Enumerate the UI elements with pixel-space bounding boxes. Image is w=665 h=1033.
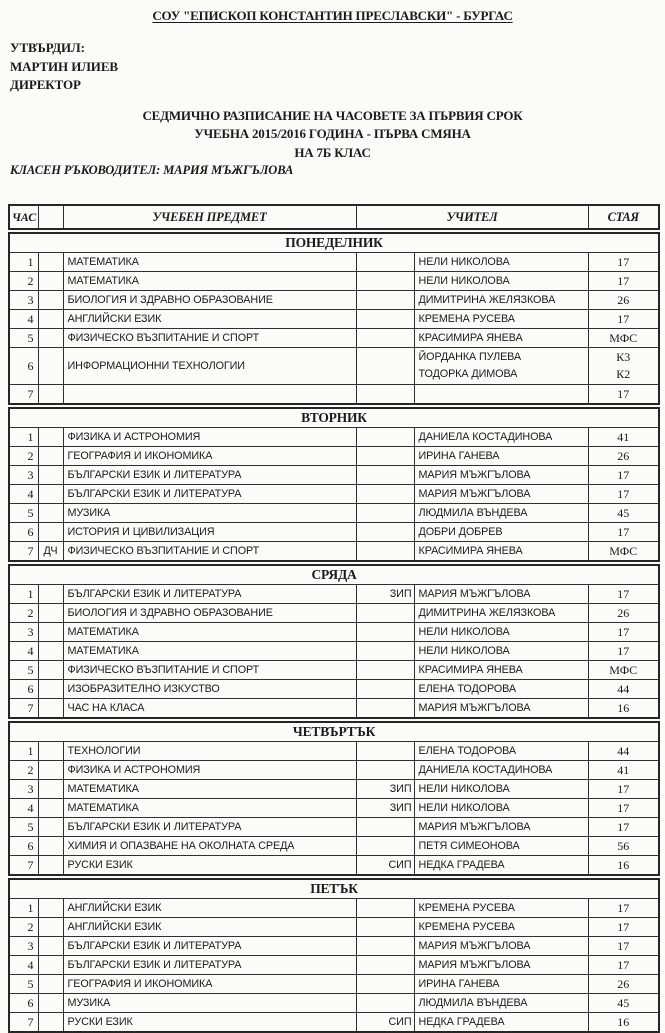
extra-flag-cell [38,291,63,310]
tag-cell [356,385,414,405]
room-cell: 17 [588,466,659,485]
day-name-tuesday: ВТОРНИК [9,408,659,428]
schedule-row [9,799,659,818]
extra-flag-cell [38,385,63,405]
tag-cell [356,680,414,699]
subject-cell: АНГЛИЙСКИ ЕЗИК [63,918,356,937]
extra-flag-cell [38,699,63,719]
hour-cell: 7 [9,699,38,719]
day-header-row [9,722,659,742]
hour-cell: 6 [9,680,38,699]
subject-cell: БЪЛГАРСКИ ЕЗИК И ЛИТЕРАТУРА [63,466,356,485]
room-cell: 26 [588,291,659,310]
teacher-cell: МАРИЯ МЪЖГЪЛОВА [414,699,588,719]
teacher-cell: ЕЛЕНА ТОДОРОВА [414,742,588,761]
col-header-subject: УЧЕБЕН ПРЕДМЕТ [63,205,356,229]
tag-cell [356,742,414,761]
title-line-2: УЧЕБНА 2015/2016 ГОДИНА - ПЪРВА СМЯНА [194,126,471,141]
hour-cell: 3 [9,937,38,956]
subject-cell: ФИЗИЧЕСКО ВЪЗПИТАНИЕ И СПОРТ [63,661,356,680]
teacher-cell: НЕЛИ НИКОЛОВА [414,799,588,818]
subject-cell: БЪЛГАРСКИ ЕЗИК И ЛИТЕРАТУРА [63,956,356,975]
room-cell: 17 [588,899,659,918]
approval-block [10,39,665,95]
day-name-thursday: ЧЕТВЪРТЪК [9,722,659,742]
room-cell: 56 [588,837,659,856]
hour-cell: 1 [9,253,38,272]
day-table-tuesday [8,407,660,562]
day-table-monday [8,232,660,405]
extra-flag-cell [38,485,63,504]
schedule-row [9,680,659,699]
subject-cell: МАТЕМАТИКА [63,799,356,818]
room-cell: 16 [588,856,659,876]
room-cell: 45 [588,994,659,1013]
schedule-row [9,466,659,485]
schedule-row [9,937,659,956]
subject-cell: БЪЛГАРСКИ ЕЗИК И ЛИТЕРАТУРА [63,485,356,504]
room-cell: 17 [588,956,659,975]
room-cell: 26 [588,447,659,466]
tag-cell [356,348,414,385]
hour-cell: 4 [9,485,38,504]
teacher-cell: НЕЛИ НИКОЛОВА [414,780,588,799]
col-header-teacher: УЧИТЕЛ [356,205,588,229]
subject-cell: БИОЛОГИЯ И ЗДРАВНО ОБРАЗОВАНИЕ [63,604,356,623]
tag-cell [356,329,414,348]
schedule-row [9,272,659,291]
day-header-row [9,408,659,428]
subject-cell: АНГЛИЙСКИ ЕЗИК [63,310,356,329]
schedule-row [9,994,659,1013]
room-cell: 17 [588,585,659,604]
subject-cell: ГЕОГРАФИЯ И ИКОНОМИКА [63,447,356,466]
teacher-cell: ЛЮДМИЛА ВЪНДЕВА [414,994,588,1013]
schedule-column-header-table [8,204,660,230]
room-cell: К3 К2 [588,348,659,385]
tag-cell [356,642,414,661]
day-name-monday: ПОНЕДЕЛНИК [9,233,659,253]
extra-flag-cell [38,918,63,937]
teacher-cell: НЕЛИ НИКОЛОВА [414,623,588,642]
tag-cell: СИП [356,1013,414,1033]
room-cell: 17 [588,523,659,542]
tag-cell [356,837,414,856]
hour-cell: 5 [9,329,38,348]
hour-cell: 7 [9,385,38,405]
schedule-row [9,899,659,918]
subject-cell: МАТЕМАТИКА [63,642,356,661]
subject-cell: ИЗОБРАЗИТЕЛНО ИЗКУСТВО [63,680,356,699]
extra-flag-cell [38,585,63,604]
extra-flag-cell [38,447,63,466]
teacher-cell: МАРИЯ МЪЖГЪЛОВА [414,956,588,975]
tag-cell [356,504,414,523]
extra-flag-cell [38,956,63,975]
subject-cell: БЪЛГАРСКИ ЕЗИК И ЛИТЕРАТУРА [63,818,356,837]
room-cell: 17 [588,253,659,272]
extra-flag-cell [38,623,63,642]
tag-cell [356,447,414,466]
hour-cell: 3 [9,291,38,310]
hour-cell: 6 [9,837,38,856]
teacher-cell: НЕЛИ НИКОЛОВА [414,272,588,291]
extra-flag-cell [38,994,63,1013]
schedule-row [9,956,659,975]
room-cell: 45 [588,504,659,523]
subject-cell: ТЕХНОЛОГИИ [63,742,356,761]
column-header-row [9,205,659,229]
tag-cell [356,523,414,542]
day-table-thursday [8,721,660,876]
approver-name: МАРТИН ИЛИЕВ [10,58,118,74]
extra-flag-cell [38,466,63,485]
teacher-cell: КРЕМЕНА РУСЕВА [414,899,588,918]
subject-cell: ИСТОРИЯ И ЦИВИЛИЗАЦИЯ [63,523,356,542]
schedule-row [9,837,659,856]
room-cell: 17 [588,485,659,504]
teacher-cell: МАРИЯ МЪЖГЪЛОВА [414,818,588,837]
extra-flag-cell [38,504,63,523]
teacher-cell: ДИМИТРИНА ЖЕЛЯЗКОВА [414,291,588,310]
subject-cell: ФИЗИКА И АСТРОНОМИЯ [63,428,356,447]
extra-flag-cell [38,428,63,447]
tag-cell [356,699,414,719]
hour-cell: 5 [9,975,38,994]
teacher-cell: ЛЮДМИЛА ВЪНДЕВА [414,504,588,523]
extra-flag-cell [38,272,63,291]
subject-cell: ЧАС НА КЛАСА [63,699,356,719]
teacher-cell: ДОБРИ ДОБРЕВ [414,523,588,542]
tag-cell: СИП [356,856,414,876]
extra-flag-cell [38,523,63,542]
tag-cell [356,291,414,310]
day-name-wednesday: СРЯДА [9,565,659,585]
room-cell: 44 [588,680,659,699]
schedule-row [9,780,659,799]
hour-cell: 1 [9,428,38,447]
schedule-row [9,742,659,761]
subject-cell: ГЕОГРАФИЯ И ИКОНОМИКА [63,975,356,994]
room-cell: МФС [588,542,659,562]
tag-cell [356,542,414,562]
tag-cell [356,428,414,447]
teacher-cell: КРЕМЕНА РУСЕВА [414,310,588,329]
hour-cell: 4 [9,956,38,975]
title-line-1: СЕДМИЧНО РАЗПИСАНИЕ НА ЧАСОВЕТЕ ЗА ПЪРВИЯ СРОК [142,107,523,123]
hour-cell: 2 [9,447,38,466]
room-cell: 16 [588,1013,659,1033]
extra-flag-cell [38,899,63,918]
schedule-row [9,642,659,661]
hour-cell: 1 [9,585,38,604]
tag-cell [356,918,414,937]
extra-flag-cell [38,642,63,661]
teacher-cell: МАРИЯ МЪЖГЪЛОВА [414,937,588,956]
extra-flag-cell [38,837,63,856]
room-cell: 17 [588,642,659,661]
tag-cell [356,994,414,1013]
approved-label: УТВЪРДИЛ: [10,40,85,55]
hour-cell: 7 [9,856,38,876]
page-title [0,107,665,163]
tag-cell: ЗИП [356,585,414,604]
hour-cell: 5 [9,818,38,837]
hour-cell: 3 [9,466,38,485]
teacher-cell: МАРИЯ МЪЖГЪЛОВА [414,485,588,504]
teacher-cell: ДАНИЕЛА КОСТАДИНОВА [414,761,588,780]
approver-title: ДИРЕКТОР [10,77,81,92]
room-cell: 17 [588,310,659,329]
schedule-row [9,523,659,542]
subject-cell: ФИЗИКА И АСТРОНОМИЯ [63,761,356,780]
teacher-cell: МАРИЯ МЪЖГЪЛОВА [414,466,588,485]
day-header-row [9,565,659,585]
col-header-flag [38,205,63,229]
teacher-cell: ДИМИТРИНА ЖЕЛЯЗКОВА [414,604,588,623]
hour-cell: 4 [9,310,38,329]
teacher-cell: ЕЛЕНА ТОДОРОВА [414,680,588,699]
schedule-row [9,918,659,937]
schedule-row [9,542,659,562]
room-cell: МФС [588,329,659,348]
teacher-cell: КРАСИМИРА ЯНЕВА [414,661,588,680]
subject-cell: РУСКИ ЕЗИК [63,856,356,876]
room-cell: 16 [588,699,659,719]
day-name-friday: ПЕТЪК [9,879,659,899]
room-cell: 17 [588,272,659,291]
room-cell: МФС [588,661,659,680]
teacher-cell: КРАСИМИРА ЯНЕВА [414,329,588,348]
tag-cell [356,466,414,485]
schedule-row [9,348,659,385]
room-cell: 17 [588,918,659,937]
schedule-row [9,604,659,623]
hour-cell: 3 [9,623,38,642]
room-cell: 17 [588,937,659,956]
subject-cell: МАТЕМАТИКА [63,780,356,799]
hour-cell: 6 [9,994,38,1013]
tag-cell [356,253,414,272]
extra-flag-cell [38,975,63,994]
tag-cell [356,818,414,837]
subject-cell: БЪЛГАРСКИ ЕЗИК И ЛИТЕРАТУРА [63,585,356,604]
teacher-cell: НЕЛИ НИКОЛОВА [414,642,588,661]
extra-flag-cell [38,799,63,818]
room-cell: 17 [588,818,659,837]
col-header-hour: ЧАС [9,205,38,229]
room-cell: 17 [588,780,659,799]
hour-cell: 2 [9,918,38,937]
schedule-row [9,329,659,348]
hour-cell: 4 [9,799,38,818]
tag-cell [356,310,414,329]
teacher-cell: НЕЛИ НИКОЛОВА [414,253,588,272]
subject-cell: РУСКИ ЕЗИК [63,1013,356,1033]
teacher-cell: ИРИНА ГАНЕВА [414,975,588,994]
subject-cell: АНГЛИЙСКИ ЕЗИК [63,899,356,918]
teacher-cell: ИРИНА ГАНЕВА [414,447,588,466]
schedule-row [9,761,659,780]
subject-cell: ИНФОРМАЦИОННИ ТЕХНОЛОГИИ [63,348,356,385]
schedule-row [9,310,659,329]
hour-cell: 3 [9,780,38,799]
hour-cell: 2 [9,761,38,780]
schedule-row [9,1013,659,1033]
schedule-row [9,699,659,719]
hour-cell: 6 [9,523,38,542]
extra-flag-cell [38,253,63,272]
extra-flag-cell [38,310,63,329]
schedule-row [9,428,659,447]
subject-cell: БЪЛГАРСКИ ЕЗИК И ЛИТЕРАТУРА [63,937,356,956]
teacher-cell: ДАНИЕЛА КОСТАДИНОВА [414,428,588,447]
hour-cell: 2 [9,604,38,623]
hour-cell: 1 [9,899,38,918]
extra-flag-cell [38,1013,63,1033]
extra-flag-cell [38,780,63,799]
tag-cell [356,272,414,291]
subject-cell: ФИЗИЧЕСКО ВЪЗПИТАНИЕ И СПОРТ [63,542,356,562]
room-cell: 26 [588,604,659,623]
col-header-room: СТАЯ [588,205,659,229]
extra-flag-cell [38,661,63,680]
room-cell: 17 [588,799,659,818]
tag-cell [356,485,414,504]
title-line-3: НА 7Б КЛАС [294,144,371,160]
room-cell: 17 [588,623,659,642]
schedule-row [9,253,659,272]
teacher-cell: ПЕТЯ СИМЕОНОВА [414,837,588,856]
schedule-row [9,585,659,604]
extra-flag-cell [38,680,63,699]
day-header-row [9,879,659,899]
subject-cell: МАТЕМАТИКА [63,253,356,272]
extra-flag-cell: ДЧ [38,542,63,562]
teacher-cell: МАРИЯ МЪЖГЪЛОВА [414,585,588,604]
school-name: СОУ "ЕПИСКОП КОНСТАНТИН ПРЕСЛАВСКИ" - БУРГАС [152,8,513,23]
tag-cell: ЗИП [356,780,414,799]
subject-cell: МАТЕМАТИКА [63,272,356,291]
hour-cell: 2 [9,272,38,291]
schedule-row [9,504,659,523]
schedule-row [9,485,659,504]
class-teacher-line: КЛАСЕН РЪКОВОДИТЕЛ: МАРИЯ МЪЖГЪЛОВА [10,163,294,177]
subject-cell: МАТЕМАТИКА [63,623,356,642]
tag-cell [356,956,414,975]
room-cell: 41 [588,761,659,780]
tag-cell [356,975,414,994]
teacher-cell: НЕДКА ГРАДЕВА [414,856,588,876]
hour-cell: 7 [9,542,38,562]
day-header-row [9,233,659,253]
extra-flag-cell [38,856,63,876]
room-cell: 17 [588,385,659,405]
schedule-row [9,447,659,466]
tag-cell [356,937,414,956]
day-table-wednesday [8,564,660,719]
subject-cell: ФИЗИЧЕСКО ВЪЗПИТАНИЕ И СПОРТ [63,329,356,348]
extra-flag-cell [38,761,63,780]
subject-cell: БИОЛОГИЯ И ЗДРАВНО ОБРАЗОВАНИЕ [63,291,356,310]
day-table-friday [8,878,660,1033]
schedule-row [9,623,659,642]
tag-cell [356,623,414,642]
teacher-cell: КРАСИМИРА ЯНЕВА [414,542,588,562]
extra-flag-cell [38,329,63,348]
hour-cell: 1 [9,742,38,761]
hour-cell: 7 [9,1013,38,1033]
hour-cell: 5 [9,661,38,680]
schedule-row [9,385,659,405]
schedule-days [0,232,665,1033]
room-cell: 44 [588,742,659,761]
teacher-cell: КРЕМЕНА РУСЕВА [414,918,588,937]
extra-flag-cell [38,818,63,837]
room-cell: 41 [588,428,659,447]
schedule-row [9,291,659,310]
subject-cell: МУЗИКА [63,504,356,523]
schedule-row [9,818,659,837]
room-cell: 26 [588,975,659,994]
extra-flag-cell [38,348,63,385]
subject-cell: МУЗИКА [63,994,356,1013]
tag-cell [356,661,414,680]
tag-cell [356,604,414,623]
teacher-cell: ЙОРДАНКА ПУЛЕВА ТОДОРКА ДИМОВА [414,348,588,385]
schedule-row [9,661,659,680]
teacher-cell: НЕДКА ГРАДЕВА [414,1013,588,1033]
subject-cell [63,385,356,405]
tag-cell [356,761,414,780]
tag-cell [356,899,414,918]
hour-cell: 5 [9,504,38,523]
schedule-row [9,975,659,994]
teacher-cell [414,385,588,405]
extra-flag-cell [38,742,63,761]
hour-cell: 6 [9,348,38,385]
hour-cell: 4 [9,642,38,661]
subject-cell: ХИМИЯ И ОПАЗВАНЕ НА ОКОЛНАТА СРЕДА [63,837,356,856]
tag-cell: ЗИП [356,799,414,818]
schedule-row [9,856,659,876]
extra-flag-cell [38,604,63,623]
extra-flag-cell [38,937,63,956]
